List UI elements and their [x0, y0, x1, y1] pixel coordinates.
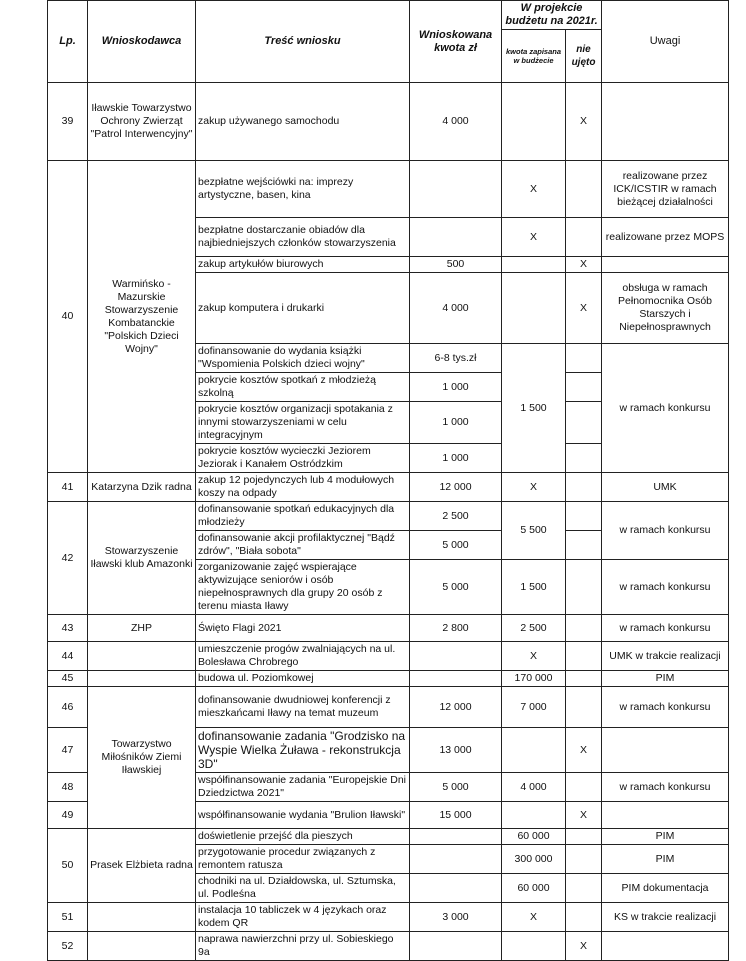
lp-cell: 47	[48, 728, 88, 773]
requested-cell: 2 500	[410, 502, 502, 531]
requested-cell: 5 000	[410, 531, 502, 560]
requested-cell: 4 000	[410, 83, 502, 161]
content-cell: pokrycie kosztów wycieczki Jeziorem Jeziorak i Kanałem Ostródzkim	[196, 444, 410, 473]
table-row	[48, 473, 729, 502]
requested-cell: 4 000	[410, 273, 502, 344]
requested-cell: 5 000	[410, 773, 502, 802]
notes-cell	[602, 728, 729, 773]
notes-cell: w ramach konkursu	[602, 615, 729, 642]
budget-requests-table	[47, 0, 729, 961]
not-included-cell	[566, 402, 602, 444]
budget-cell: 1 500	[502, 560, 566, 615]
not-included-cell: X	[566, 273, 602, 344]
content-cell: budowa ul. Poziomkowej	[196, 671, 410, 687]
applicant-cell: ZHP	[88, 615, 196, 642]
lp-cell: 41	[48, 473, 88, 502]
not-included-cell	[566, 473, 602, 502]
applicant-cell	[88, 671, 196, 687]
content-cell: Święto Flagi 2021	[196, 615, 410, 642]
content-cell: współfinansowanie wydania "Brulion Iławski"	[196, 802, 410, 829]
notes-cell	[602, 802, 729, 829]
notes-cell	[602, 932, 729, 961]
applicant-cell: Stowarzyszenie Iławski klub Amazonki	[88, 502, 196, 615]
notes-cell	[602, 257, 729, 273]
content-cell: bezpłatne wejściówki na: imprezy artystyczne, basen, kina	[196, 161, 410, 218]
notes-cell: PIM	[602, 829, 729, 845]
notes-cell	[602, 83, 729, 161]
lp-cell: 43	[48, 615, 88, 642]
content-cell: zakup używanego samochodu	[196, 83, 410, 161]
not-included-cell	[566, 903, 602, 932]
not-included-cell	[566, 874, 602, 903]
requested-cell: 2 800	[410, 615, 502, 642]
budget-cell: 300 000	[502, 845, 566, 874]
lp-cell: 49	[48, 802, 88, 829]
content-cell: dofinansowanie spotkań edukacyjnych dla młodzieży	[196, 502, 410, 531]
budget-cell	[502, 932, 566, 961]
lp-cell: 51	[48, 903, 88, 932]
requested-cell: 1 000	[410, 402, 502, 444]
not-included-cell	[566, 642, 602, 671]
content-cell: zorganizowanie zajęć wspierające aktywizujące seniorów i osób niepełnosprawnych dla grupy 20 osób z terenu miasta Iławy	[196, 560, 410, 615]
budget-cell: 4 000	[502, 773, 566, 802]
lp-cell: 42	[48, 502, 88, 615]
budget-cell	[502, 273, 566, 344]
header-applicant: Wnioskodawca	[88, 1, 196, 83]
notes-cell: w ramach konkursu	[602, 687, 729, 728]
requested-cell	[410, 829, 502, 845]
not-included-cell	[566, 344, 602, 373]
notes-cell: PIM	[602, 845, 729, 874]
requested-cell: 5 000	[410, 560, 502, 615]
table-row	[48, 903, 729, 932]
not-included-cell	[566, 615, 602, 642]
budget-cell: 170 000	[502, 671, 566, 687]
budget-cell	[502, 728, 566, 773]
not-included-cell	[566, 531, 602, 560]
notes-cell: w ramach konkursu	[602, 344, 729, 473]
header-lp: Lp.	[48, 1, 88, 83]
notes-cell: UMK w trakcie realizacji	[602, 642, 729, 671]
content-cell: przygotowanie procedur związanych z remontem ratusza	[196, 845, 410, 874]
table-row	[48, 687, 729, 728]
content-cell: pokrycie kosztów organizacji spotakania z innymi stowarzyszeniami w celu integracyjnym	[196, 402, 410, 444]
lp-cell: 48	[48, 773, 88, 802]
not-included-cell	[566, 444, 602, 473]
requested-cell: 13 000	[410, 728, 502, 773]
table-row	[48, 932, 729, 961]
requested-cell: 12 000	[410, 473, 502, 502]
not-included-cell	[566, 560, 602, 615]
notes-cell: UMK	[602, 473, 729, 502]
budget-cell	[502, 802, 566, 829]
budget-cell: 2 500	[502, 615, 566, 642]
requested-cell: 500	[410, 257, 502, 273]
budget-cell: 60 000	[502, 829, 566, 845]
content-cell: dofinansowanie dwudniowej konferencji z mieszkańcami Iławy na temat muzeum	[196, 687, 410, 728]
requested-cell	[410, 161, 502, 218]
not-included-cell	[566, 218, 602, 257]
not-included-cell: X	[566, 802, 602, 829]
budget-cell: 5 500	[502, 502, 566, 560]
requested-cell: 6-8 tys.zł	[410, 344, 502, 373]
notes-cell: w ramach konkursu	[602, 773, 729, 802]
requested-cell	[410, 218, 502, 257]
requested-cell	[410, 932, 502, 961]
table-row	[48, 642, 729, 671]
applicant-cell: Prasek Elżbieta radna	[88, 829, 196, 903]
budget-cell: X	[502, 161, 566, 218]
content-cell: zakup 12 pojedynczych lub 4 modułowych koszy na odpady	[196, 473, 410, 502]
table-row	[48, 83, 729, 161]
budget-cell: 1 500	[502, 344, 566, 473]
notes-cell: w ramach konkursu	[602, 502, 729, 560]
requested-cell: 1 000	[410, 373, 502, 402]
content-cell: współfinansowanie zadania "Europejskie Dni Dziedzictwa 2021"	[196, 773, 410, 802]
content-cell: umieszczenie progów zwalniających na ul. Bolesława Chrobrego	[196, 642, 410, 671]
budget-cell: X	[502, 903, 566, 932]
notes-cell: PIM	[602, 671, 729, 687]
requested-cell: 15 000	[410, 802, 502, 829]
lp-cell: 39	[48, 83, 88, 161]
header-content: Treść wniosku	[196, 1, 410, 83]
not-included-cell	[566, 773, 602, 802]
header-row	[48, 1, 729, 30]
not-included-cell	[566, 161, 602, 218]
lp-cell: 46	[48, 687, 88, 728]
budget-cell	[502, 257, 566, 273]
budget-cell: X	[502, 218, 566, 257]
applicant-cell: Katarzyna Dzik radna	[88, 473, 196, 502]
content-cell: bezpłatne dostarczanie obiadów dla najbiedniejszych członków stowarzyszenia	[196, 218, 410, 257]
lp-cell: 40	[48, 161, 88, 473]
not-included-cell	[566, 671, 602, 687]
budget-cell: 7 000	[502, 687, 566, 728]
table-row	[48, 829, 729, 845]
budget-cell: X	[502, 473, 566, 502]
requested-cell: 3 000	[410, 903, 502, 932]
requested-cell: 12 000	[410, 687, 502, 728]
table-row	[48, 161, 729, 218]
header-notes: Uwagi	[602, 1, 729, 83]
content-cell: dofinansowanie akcji profilaktycznej "Bądź zdrów", "Biała sobota"	[196, 531, 410, 560]
not-included-cell	[566, 373, 602, 402]
content-cell: dofinansowanie do wydania książki "Wspomienia Polskich dzieci wojny"	[196, 344, 410, 373]
lp-cell: 52	[48, 932, 88, 961]
not-included-cell: X	[566, 728, 602, 773]
requested-cell	[410, 671, 502, 687]
not-included-cell: X	[566, 257, 602, 273]
table-row	[48, 671, 729, 687]
content-cell: chodniki na ul. Działdowska, ul. Sztumska, ul. Podleśna	[196, 874, 410, 903]
notes-cell: w ramach konkursu	[602, 560, 729, 615]
header-budget-amount: kwota zapisana w budżecie	[502, 30, 566, 83]
header-budget-group: W projekcie budżetu na 2021r.	[502, 1, 602, 30]
applicant-cell	[88, 642, 196, 671]
applicant-cell	[88, 903, 196, 932]
lp-cell: 44	[48, 642, 88, 671]
budget-cell	[502, 83, 566, 161]
content-cell: instalacja 10 tabliczek w 4 językach oraz kodem QR	[196, 903, 410, 932]
content-cell: pokrycie kosztów spotkań z młodzieżą szkolną	[196, 373, 410, 402]
requested-cell	[410, 845, 502, 874]
lp-cell: 50	[48, 829, 88, 903]
budget-cell: 60 000	[502, 874, 566, 903]
applicant-cell: Towarzystwo Miłośników Ziemi Iławskiej	[88, 687, 196, 829]
table-row	[48, 502, 729, 531]
requested-cell	[410, 874, 502, 903]
table-row	[48, 615, 729, 642]
notes-cell: PIM dokumentacja	[602, 874, 729, 903]
notes-cell: realizowane przez ICK/ICSTIR w ramach bieżącej działalności	[602, 161, 729, 218]
content-cell: zakup komputera i drukarki	[196, 273, 410, 344]
lp-cell: 45	[48, 671, 88, 687]
not-included-cell	[566, 829, 602, 845]
not-included-cell: X	[566, 83, 602, 161]
budget-cell: X	[502, 642, 566, 671]
header-not-included: nie ujęto	[566, 30, 602, 83]
notes-cell: realizowane przez MOPS	[602, 218, 729, 257]
applicant-cell: Warmińsko - Mazurskie Stowarzyszenie Kombatanckie "Polskich Dzieci Wojny"	[88, 161, 196, 473]
not-included-cell	[566, 502, 602, 531]
content-cell: naprawa nawierzchni przy ul. Sobieskiego 9a	[196, 932, 410, 961]
content-cell: doświetlenie przejść dla pieszych	[196, 829, 410, 845]
not-included-cell	[566, 687, 602, 728]
header-requested: Wnioskowana kwota zł	[410, 1, 502, 83]
applicant-cell: Iławskie Towarzystwo Ochrony Zwierząt "Patrol Interwencyjny"	[88, 83, 196, 161]
not-included-cell: X	[566, 932, 602, 961]
content-cell: zakup artykułów biurowych	[196, 257, 410, 273]
notes-cell: obsługa w ramach Pełnomocnika Osób Starszych i Niepełnosprawnych	[602, 273, 729, 344]
applicant-cell	[88, 932, 196, 961]
requested-cell: 1 000	[410, 444, 502, 473]
notes-cell: KS w trakcie realizacji	[602, 903, 729, 932]
requested-cell	[410, 642, 502, 671]
content-cell: dofinansowanie zadania "Grodzisko na Wyspie Wielka Żuława - rekonstrukcja 3D"	[196, 728, 410, 773]
not-included-cell	[566, 845, 602, 874]
